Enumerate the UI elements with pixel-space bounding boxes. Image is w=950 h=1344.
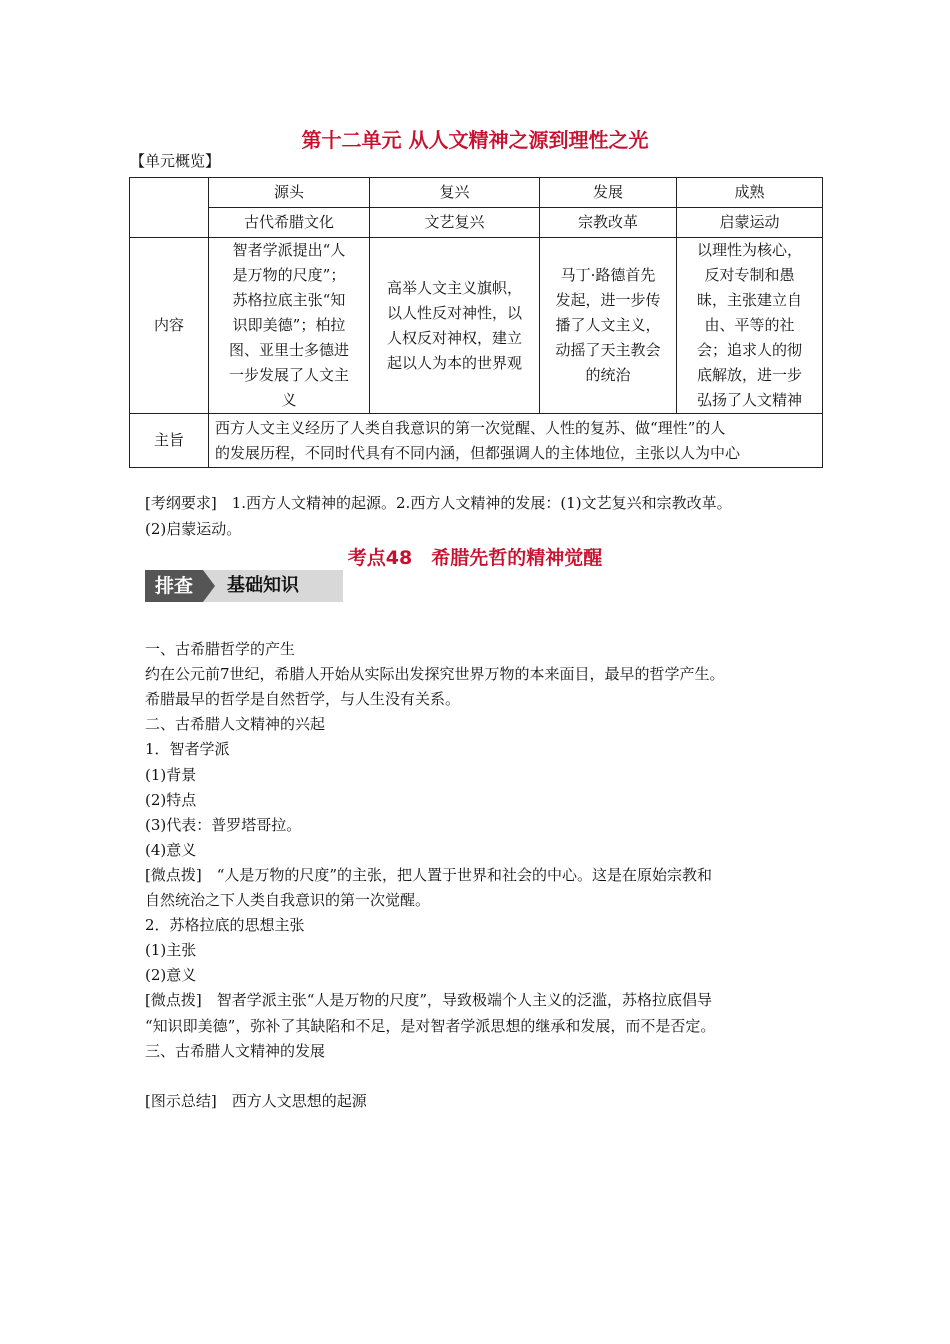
exam-requirement <box>145 490 815 542</box>
point-title: 考点48 希腊先哲的精神觉醒 <box>347 547 603 569</box>
body-line: 希腊最早的哲学是自然哲学，与人生没有关系。 <box>145 690 461 709</box>
banner-label: 基础知识 <box>227 575 299 596</box>
body-line: [图示总结] 西方人文思想的起源 <box>145 1091 367 1110</box>
theme-cell <box>209 414 823 468</box>
cell-line: 起以人为本的世界观 <box>386 353 522 372</box>
overview-table <box>129 177 823 468</box>
cell-line: 西方人文主义经历了人类自我意识的第一次觉醒、人性的复苏、做“理性”的人 <box>215 418 726 437</box>
body-line: (3)代表：普罗塔哥拉。 <box>145 815 302 834</box>
banner-arrow-icon <box>203 570 215 602</box>
cell-line: 反对专制和愚 <box>704 266 795 284</box>
cell-line: 动摇了天主教会 <box>555 341 661 359</box>
body-line: 2．苏格拉底的思想主张 <box>145 916 305 935</box>
unit-title: 第十二单元 从人文精神之源到理性之光 <box>301 128 649 152</box>
cell-line: 播了人文主义， <box>555 316 661 334</box>
content-cell-reformation <box>540 238 677 414</box>
body-line: [微点拨] 智者学派主张“人是万物的尺度”，导致极端个人主义的泛滥，苏格拉底倡导 <box>145 991 713 1010</box>
content-cell-greece <box>209 238 370 414</box>
cell-line: 一步发展了人文主 <box>228 366 349 384</box>
body-line: (4)意义 <box>145 840 197 859</box>
header-revival: 复兴 <box>370 178 540 208</box>
table-row-header-top <box>130 178 823 208</box>
body-line: (2)特点 <box>145 790 197 809</box>
table-corner-cell <box>130 178 209 238</box>
cell-line: 的统治 <box>585 366 631 384</box>
theme-label: 主旨 <box>130 414 209 468</box>
header-renaissance: 文艺复兴 <box>370 208 540 238</box>
content-cell-renaissance <box>370 238 540 414</box>
body-line: (1)背景 <box>145 765 197 784</box>
cell-line: 高举人文主义旗帜， <box>386 278 522 297</box>
header-origin: 源头 <box>209 178 370 208</box>
cell-line: 人权反对神权，建立 <box>386 328 522 347</box>
cell-line: 以人性反对神性，以 <box>386 303 522 322</box>
cell-line: 义 <box>281 391 297 409</box>
cell-line: 的发展历程，不同时代具有不同内涵，但都强调人的主体地位，主张以人为中心 <box>215 443 741 462</box>
overview-label: 【单元概览】 <box>130 152 221 170</box>
cell-line: 图、亚里士多德进 <box>228 341 349 359</box>
cell-line: 智者学派提出“人 <box>232 241 346 259</box>
body-line: 三、古希腊人文精神的发展 <box>145 1041 326 1060</box>
body-line: [微点拨] “人是万物的尺度”的主张，把人置于世界和社会的中心。这是在原始宗教和 <box>145 865 713 884</box>
cell-line: 是万物的尺度”； <box>232 266 346 284</box>
header-enlightenment: 启蒙运动 <box>677 208 823 238</box>
body-line: (1)主张 <box>145 941 197 960</box>
requirement-line: [考纲要求] 1.西方人文精神的起源。2.西方人文精神的发展：(1)文艺复兴和宗教改革。 <box>145 494 732 512</box>
cell-line: 识即美德”；柏拉 <box>232 316 346 334</box>
body-line: 约在公元前7世纪，希腊人开始从实际出发探究世界万物的本来面目，最早的哲学产生。 <box>145 665 725 684</box>
section-banner <box>145 570 343 602</box>
body-line: 自然统治之下人类自我意识的第一次觉醒。 <box>145 891 431 909</box>
body-line: (2)意义 <box>145 966 197 985</box>
header-reformation: 宗教改革 <box>540 208 677 238</box>
body-line: 1．智者学派 <box>145 740 230 759</box>
banner-label-dark: 排查 <box>145 570 203 602</box>
header-maturity: 成熟 <box>677 178 823 208</box>
requirement-line: (2)启蒙运动。 <box>145 520 242 538</box>
cell-line: 会；追求人的彻 <box>696 341 802 359</box>
header-ancient-greece: 古代希腊文化 <box>209 208 370 238</box>
cell-line: 以理性为核心， <box>696 241 802 259</box>
table-row-content <box>130 238 823 414</box>
cell-line: 昧，主张建立自 <box>696 291 802 309</box>
body-line: 一、古希腊哲学的产生 <box>145 640 296 658</box>
body-line: 二、古希腊人文精神的兴起 <box>145 715 326 734</box>
table-row-theme <box>130 414 823 468</box>
header-development: 发展 <box>540 178 677 208</box>
table-row-header-bottom <box>130 208 823 238</box>
body-line: “知识即美德”，弥补了其缺陷和不足，是对智者学派思想的继承和发展，而不是否定。 <box>145 1016 716 1035</box>
cell-line: 弘扬了人文精神 <box>696 391 802 409</box>
content-label: 内容 <box>130 238 209 414</box>
cell-line: 由、平等的社 <box>704 316 795 334</box>
cell-line: 底解放，进一步 <box>696 366 802 384</box>
cell-line: 苏格拉底主张“知 <box>232 291 346 309</box>
content-cell-enlightenment <box>677 238 823 414</box>
cell-line: 发起，进一步传 <box>555 291 661 309</box>
cell-line: 马丁·路德首先 <box>560 266 656 284</box>
